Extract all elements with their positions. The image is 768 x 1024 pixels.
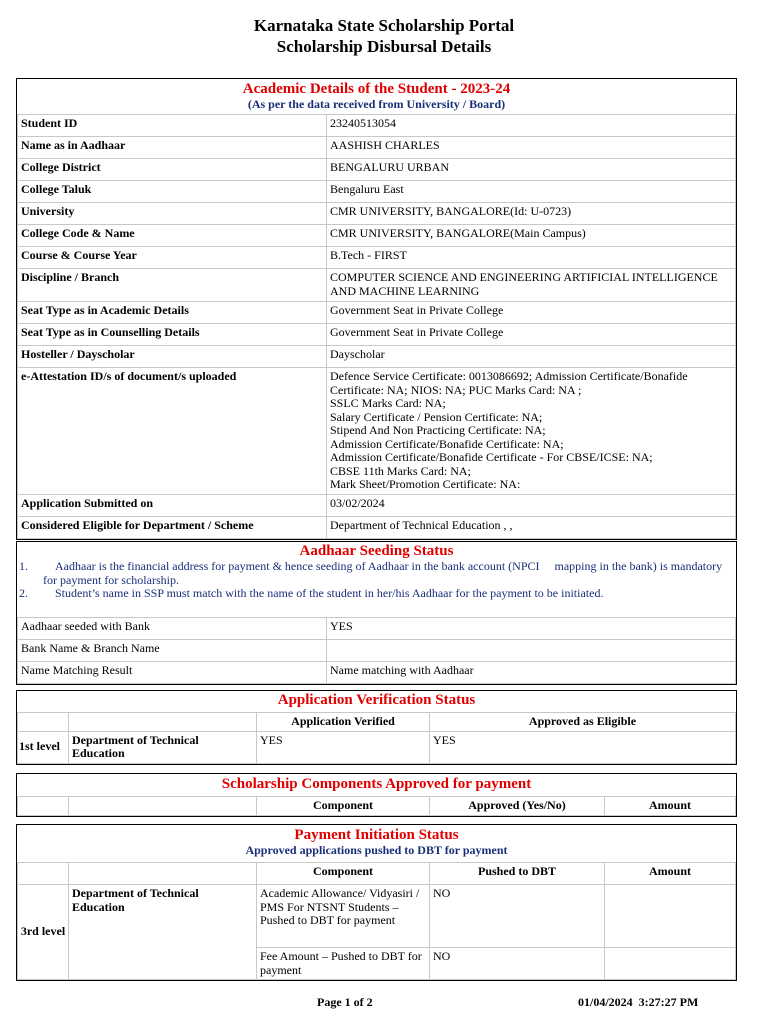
aadhaar-note [17, 587, 736, 601]
aadhaar-row-label: Bank Name & Branch Name [18, 639, 327, 661]
academic-row-label: Discipline / Branch [18, 269, 327, 302]
academic-row [18, 346, 736, 368]
aadhaar-section-title: Aadhaar Seeding Status [299, 543, 454, 559]
aadhaar-row-value: YES [327, 617, 736, 639]
aadhaar-row-value [327, 639, 736, 661]
academic-section-subtitle: (As per the data received from University / Board) [247, 97, 506, 111]
academic-row [18, 302, 736, 324]
payment-pushed-value: NO [430, 885, 605, 948]
page-subtitle: Scholarship Disbursal Details [276, 37, 492, 56]
aadhaar-seeding-section [16, 541, 737, 685]
academic-row [18, 516, 736, 538]
components-section [16, 773, 737, 817]
payment-pushed-value: NO [430, 948, 605, 980]
verification-verified-value: YES [257, 731, 430, 763]
academic-row-label: Student ID [18, 115, 327, 137]
verification-header-empty [69, 713, 257, 732]
aadhaar-note-number: 2. [19, 586, 28, 600]
academic-row [18, 225, 736, 247]
components-table [17, 796, 736, 816]
academic-row-label: Seat Type as in Academic Details [18, 302, 327, 324]
academic-row-label: Seat Type as in Counselling Details [18, 324, 327, 346]
components-header-empty [69, 797, 257, 816]
academic-section-title: Academic Details of the Student - 2023-24 [242, 81, 511, 97]
verification-row [18, 731, 736, 763]
page-number: Page 1 of 2 [317, 995, 373, 1009]
aadhaar-row-label: Name Matching Result [18, 661, 327, 683]
components-header-empty [18, 797, 69, 816]
aadhaar-row [18, 639, 736, 661]
payment-header-empty [69, 863, 257, 885]
academic-row-value: Defence Service Certificate: 0013086692; Admission Certificate/Bonafide Certificate: NA; NIOS: NA; PUC Marks Card: NA ; SSLC Marks Card: NA; Salary Certificate / Pension Certificate: NA; Stipend And Non Practicing Certificate: NA; Admission Certificate/Bonafide Certificate: NA; Admission Certificate/Bonafide Certificate - For CBSE/ICSE: NA; CBSE 11th Marks Card: NA; Mark Sheet/Promotion Certificate: NA: [327, 368, 736, 495]
components-section-title: Scholarship Components Approved for payment [221, 776, 532, 792]
payment-header-row [18, 863, 736, 885]
payment-level: 3rd level [18, 885, 69, 980]
payment-department: Department of Technical Education [69, 885, 257, 980]
academic-row-value: 03/02/2024 [327, 494, 736, 516]
academic-row-label: College District [18, 159, 327, 181]
aadhaar-row-value: Name matching with Aadhaar [327, 661, 736, 683]
payment-section-title: Payment Initiation Status [294, 827, 459, 843]
col-application-verified: Application Verified [257, 713, 430, 732]
components-header-row [18, 797, 736, 816]
col-pushed-to-dbt: Pushed to DBT [430, 863, 605, 885]
aadhaar-note-number: 1. [19, 559, 28, 573]
academic-row [18, 368, 736, 495]
verification-header-empty [18, 713, 69, 732]
col-amount: Amount [605, 863, 736, 885]
academic-row-value: Government Seat in Private College [327, 302, 736, 324]
payment-amount [605, 948, 736, 980]
academic-row-value: Department of Technical Education , , [327, 516, 736, 538]
verification-level: 1st level [18, 731, 69, 763]
payment-component: Fee Amount – Pushed to DBT for payment [257, 948, 430, 980]
academic-row-label: College Code & Name [18, 225, 327, 247]
academic-row-label: College Taluk [18, 181, 327, 203]
col-approved-eligible: Approved as Eligible [430, 713, 736, 732]
col-approved-yes-no: Approved (Yes/No) [430, 797, 605, 816]
academic-row-label: Considered Eligible for Department / Scheme [18, 516, 327, 538]
academic-details-section [16, 78, 737, 540]
academic-row-value: BENGALURU URBAN [327, 159, 736, 181]
academic-row-value: AASHISH CHARLES [327, 137, 736, 159]
academic-row-value: B.Tech - FIRST [327, 247, 736, 269]
aadhaar-note-text: Aadhaar is the financial address for payment & hence seeding of Aadhaar in the bank account (NPCI mapping in the bank) is mandatory for payment for scholarship. [43, 559, 726, 587]
academic-row-value: Government Seat in Private College [327, 324, 736, 346]
academic-row-value: CMR UNIVERSITY, BANGALORE(Id: U-0723) [327, 203, 736, 225]
print-datetime: 01/04/2024 3:27:27 PM [578, 995, 699, 1009]
aadhaar-notes [17, 560, 736, 617]
payment-amount [605, 885, 736, 948]
payment-component: Academic Allowance/ Vidyasiri / PMS For NTSNT Students – Pushed to DBT for payment [257, 885, 430, 948]
academic-details-table [17, 114, 736, 539]
academic-row-label: e-Attestation ID/s of document/s uploaded [18, 368, 327, 495]
aadhaar-note-text: Student’s name in SSP must match with the name of the student in her/his Aadhaar for the payment to be initiated. [55, 586, 604, 600]
academic-row [18, 324, 736, 346]
payment-header-empty [18, 863, 69, 885]
academic-row-value: CMR UNIVERSITY, BANGALORE(Main Campus) [327, 225, 736, 247]
academic-row [18, 137, 736, 159]
verification-header-row [18, 713, 736, 732]
academic-row [18, 247, 736, 269]
col-amount: Amount [605, 797, 736, 816]
payment-row [18, 885, 736, 948]
academic-row-label: Name as in Aadhaar [18, 137, 327, 159]
academic-row-label: University [18, 203, 327, 225]
academic-row-value: Bengaluru East [327, 181, 736, 203]
verification-table [17, 712, 736, 764]
verification-approved-value: YES [430, 731, 736, 763]
academic-row [18, 159, 736, 181]
verification-section-title: Application Verification Status [277, 692, 476, 708]
academic-row-value: Dayscholar [327, 346, 736, 368]
academic-row [18, 181, 736, 203]
col-component: Component [257, 863, 430, 885]
aadhaar-status-table [17, 617, 736, 684]
aadhaar-note [17, 560, 736, 587]
payment-table [17, 862, 736, 980]
page-title: Karnataka State Scholarship Portal [253, 16, 515, 35]
payment-initiation-section [16, 824, 737, 981]
aadhaar-row [18, 661, 736, 683]
academic-row [18, 115, 736, 137]
academic-row-label: Hosteller / Dayscholar [18, 346, 327, 368]
academic-row [18, 203, 736, 225]
col-component: Component [257, 797, 430, 816]
aadhaar-row [18, 617, 736, 639]
verification-department: Department of Technical Education [69, 731, 257, 763]
aadhaar-row-label: Aadhaar seeded with Bank [18, 617, 327, 639]
payment-section-subtitle: Approved applications pushed to DBT for payment [245, 843, 508, 857]
academic-row-label: Course & Course Year [18, 247, 327, 269]
academic-row [18, 494, 736, 516]
academic-row-label: Application Submitted on [18, 494, 327, 516]
academic-row-value: 23240513054 [327, 115, 736, 137]
verification-section [16, 690, 737, 765]
academic-row-value: COMPUTER SCIENCE AND ENGINEERING ARTIFICIAL INTELLIGENCE AND MACHINE LEARNING [327, 269, 736, 302]
academic-row [18, 269, 736, 302]
